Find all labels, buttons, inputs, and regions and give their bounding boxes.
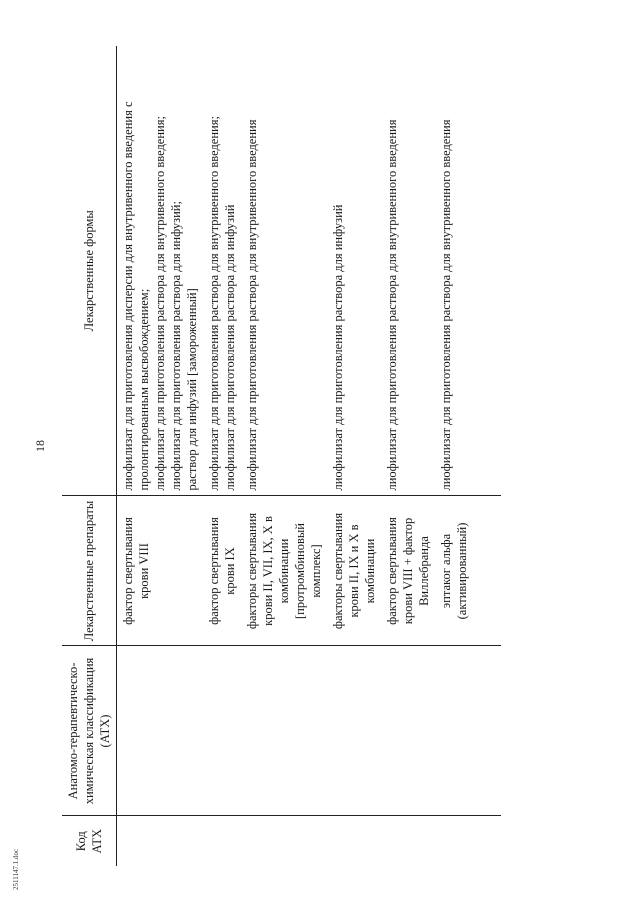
header-preparations: Лекарственные препараты [62,496,117,646]
cell-classification [117,646,204,816]
table-row [241,46,327,866]
cell-code [327,816,381,866]
cell-classification [327,646,381,816]
atx-table-container [62,46,582,866]
table-row [327,46,381,866]
cell-preparation: факторы свертывания крови II, VII, IX, X в комбинации [протромбиновый комплекс] [241,496,327,646]
cell-code [381,816,435,866]
cell-preparation: факторы свертывания крови II, IX и X в комбинации [327,496,381,646]
atx-table [62,46,501,866]
cell-code [435,816,501,866]
form-line: раствор для инфузий [замороженный] [185,288,199,491]
cell-forms [327,46,381,496]
cell-code [241,816,327,866]
form-line: лиофилизат для приготовления раствора для инфузий; [169,201,183,491]
table-row [381,46,435,866]
form-line: лиофилизат для приготовления раствора для внутривенного введения [245,119,259,491]
table-row [435,46,501,866]
cell-forms [435,46,501,496]
header-classification: Анатомо-терапевтическо-химическая классификация (АТХ) [62,646,117,816]
table-row [203,46,241,866]
cell-classification [381,646,435,816]
cell-forms [117,46,204,496]
cell-preparation: фактор свертывания крови VIII + фактор Виллебранда [381,496,435,646]
footer-document-name: 2511147.1.doc [12,848,20,890]
cell-forms [381,46,435,496]
form-line: лиофилизат для приготовления раствора для внутривенного введения [385,119,399,491]
header-forms: Лекарственные формы [62,46,117,496]
header-code: Код АТХ [62,816,117,866]
table-row [117,46,204,866]
cell-classification [435,646,501,816]
cell-code [203,816,241,866]
page-number: 18 [33,440,47,452]
form-line: лиофилизат для приготовления раствора для внутривенного введения [439,119,453,491]
form-line: лиофилизат для приготовления раствора для инфузий [331,204,345,491]
form-line: лиофилизат для приготовления раствора для внутривенного введения; [153,116,167,491]
form-line: лиофилизат для приготовления раствора для внутривенного введения; [207,116,221,491]
cell-preparation: фактор свертывания крови VIII [117,496,204,646]
cell-classification [241,646,327,816]
cell-forms [241,46,327,496]
cell-classification [203,646,241,816]
cell-preparation: эптаког альфа (активированный) [435,496,501,646]
cell-code [117,816,204,866]
form-line: лиофилизат для приготовления раствора для инфузий [223,204,237,491]
table-header-row [62,46,117,866]
cell-preparation: фактор свертывания крови IX [203,496,241,646]
cell-forms [203,46,241,496]
form-line: лиофилизат для приготовления дисперсии для внутривенного введения с пролонгированным высвобождением; [121,101,151,491]
